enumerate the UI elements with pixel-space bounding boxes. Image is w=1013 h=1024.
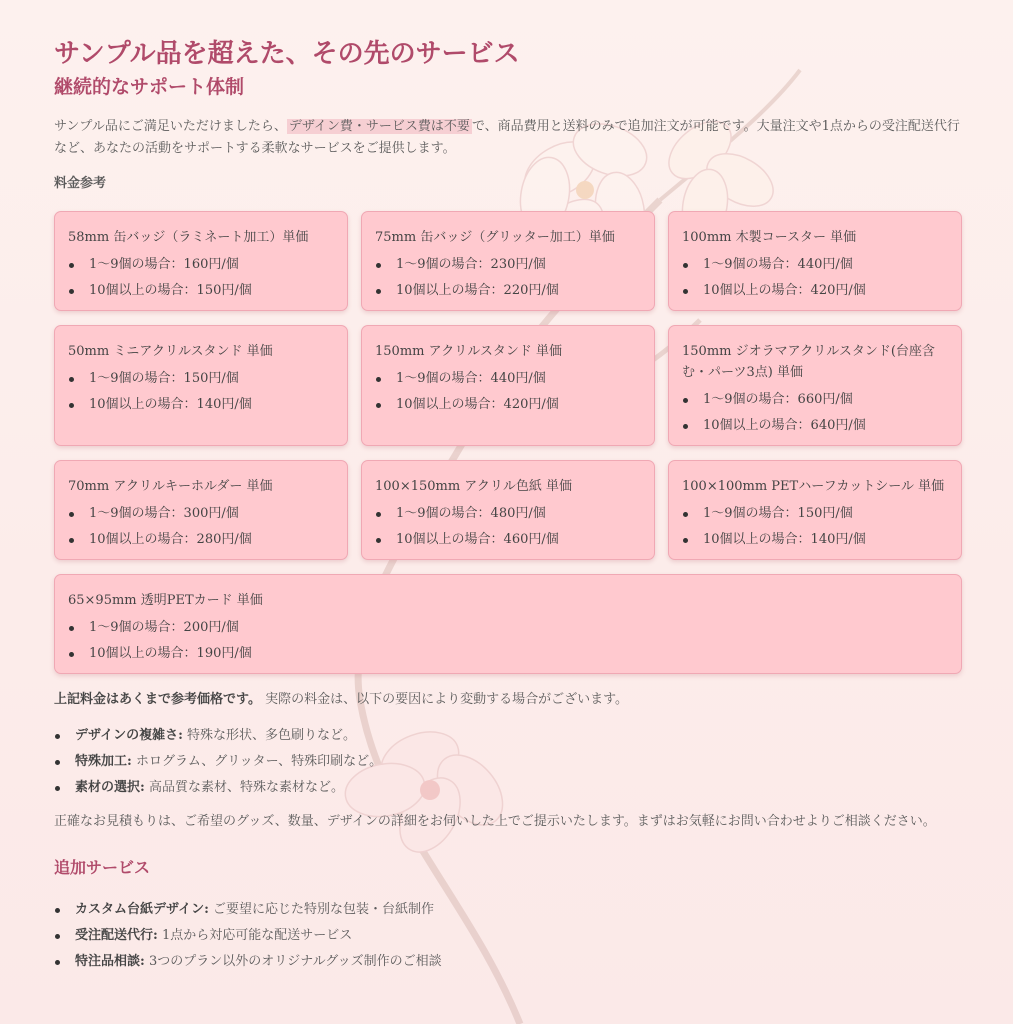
price-item: 10個以上の場合：140円/個 <box>68 392 333 418</box>
price-item: 1〜9個の場合：150円/個 <box>68 366 333 392</box>
price-card-grid <box>54 211 960 674</box>
factor-desc: ホログラム、グリッター、特殊印刷など。 <box>131 754 383 769</box>
price-item: 1〜9個の場合：150円/個 <box>682 501 947 527</box>
factor-item <box>54 749 960 775</box>
intro-text-after: で、商品費用と送料のみで追加注文が可能です。大量注文や1点からの受注配送代行など、あなたの活動をサポートする柔軟なサービスをご提供します。 <box>54 119 960 156</box>
page-subtitle: 継続的なサポート体制 <box>54 76 245 98</box>
price-note <box>54 689 960 711</box>
price-card-title: 100mm 木製コースター 単価 <box>682 230 857 245</box>
price-card-title: 100×150mm アクリル色紙 単価 <box>375 479 573 494</box>
price-item: 10個以上の場合：280円/個 <box>68 527 333 553</box>
price-list <box>682 252 947 304</box>
price-item: 1〜9個の場合：200円/個 <box>68 615 947 641</box>
price-card <box>361 325 655 446</box>
closing-paragraph: 正確なお見積もりは、ご希望のグッズ、数量、デザインの詳細をお伺いした上でご提示いたします。まずはお気軽にお問い合わせよりご相談ください。 <box>54 814 936 829</box>
price-item: 10個以上の場合：140円/個 <box>682 527 947 553</box>
price-item: 10個以上の場合：150円/個 <box>68 278 333 304</box>
factor-term: デザインの複雑さ: <box>75 728 183 743</box>
price-item: 10個以上の場合：220円/個 <box>375 278 640 304</box>
price-card-title: 70mm アクリルキーホルダー 単価 <box>68 479 273 494</box>
extra-service-desc: 3つのプラン以外のオリジナルグッズ制作のご相談 <box>144 954 442 969</box>
factor-term: 素材の選択: <box>75 780 145 795</box>
factor-list <box>54 723 960 801</box>
extra-service-desc: ご要望に応じた特別な包装・台紙制作 <box>208 902 435 917</box>
factor-term: 特殊加工: <box>75 754 132 769</box>
price-item: 1〜9個の場合：440円/個 <box>375 366 640 392</box>
extra-service-item <box>54 923 960 949</box>
price-item: 10個以上の場合：460円/個 <box>375 527 640 553</box>
price-item: 1〜9個の場合：440円/個 <box>682 252 947 278</box>
intro-paragraph <box>54 116 960 160</box>
price-item: 1〜9個の場合：300円/個 <box>68 501 333 527</box>
price-list <box>682 387 947 439</box>
price-note-text: 実際の料金は、以下の要因により変動する場合がございます。 <box>260 692 629 707</box>
price-card-title: 100×100mm PETハーフカットシール 単価 <box>682 479 945 494</box>
price-item: 10個以上の場合：640円/個 <box>682 413 947 439</box>
price-list <box>68 615 947 667</box>
price-list <box>68 252 333 304</box>
price-card <box>361 211 655 311</box>
extra-service-term: 特注品相談: <box>75 954 145 969</box>
price-card-title: 50mm ミニアクリルスタンド 単価 <box>68 344 273 359</box>
price-item: 1〜9個の場合：480円/個 <box>375 501 640 527</box>
price-card <box>668 211 962 311</box>
factor-desc: 高品質な素材、特殊な素材など。 <box>144 780 344 795</box>
price-card <box>54 325 348 446</box>
intro-highlight: デザイン費・サービス費は不要 <box>288 119 470 134</box>
price-card <box>54 460 348 560</box>
price-card-title: 65×95mm 透明PETカード 単価 <box>68 593 263 608</box>
main-content <box>54 36 960 975</box>
price-item: 1〜9個の場合：160円/個 <box>68 252 333 278</box>
extra-service-term: カスタム台紙デザイン: <box>75 902 209 917</box>
extra-service-item <box>54 949 960 975</box>
price-list <box>682 501 947 553</box>
price-list <box>68 501 333 553</box>
price-item: 10個以上の場合：190円/個 <box>68 641 947 667</box>
factor-item <box>54 723 960 749</box>
price-card-title: 150mm アクリルスタンド 単価 <box>375 344 562 359</box>
price-list <box>68 366 333 418</box>
price-note-bold: 上記料金はあくまで参考価格です。 <box>54 692 261 707</box>
page-title: サンプル品を超えた、その先のサービス <box>54 39 520 69</box>
price-card <box>361 460 655 560</box>
price-list <box>375 366 640 418</box>
price-list <box>375 501 640 553</box>
price-card-title: 75mm 缶バッジ（グリッター加工）単価 <box>375 230 615 245</box>
price-card <box>54 574 962 674</box>
factor-item <box>54 775 960 801</box>
price-card <box>54 211 348 311</box>
extra-services-heading: 追加サービス <box>54 858 151 877</box>
price-reference-label: 料金参考 <box>54 176 107 191</box>
price-item: 10個以上の場合：420円/個 <box>375 392 640 418</box>
extra-service-item <box>54 897 960 923</box>
price-list <box>375 252 640 304</box>
price-item: 1〜9個の場合：660円/個 <box>682 387 947 413</box>
price-item: 10個以上の場合：420円/個 <box>682 278 947 304</box>
extra-services-list <box>54 897 960 975</box>
intro-text-before: サンプル品にご満足いただけましたら、 <box>54 119 287 134</box>
price-card-title: 150mm ジオラマアクリルスタンド(台座含む・パーツ3点) 単価 <box>682 344 935 380</box>
price-card <box>668 325 962 446</box>
factor-desc: 特殊な形状、多色刷りなど。 <box>182 728 357 743</box>
extra-service-desc: 1点から対応可能な配送サービス <box>157 928 353 943</box>
price-item: 1〜9個の場合：230円/個 <box>375 252 640 278</box>
price-card-title: 58mm 缶バッジ（ラミネート加工）単価 <box>68 230 309 245</box>
price-card <box>668 460 962 560</box>
extra-service-term: 受注配送代行: <box>75 928 158 943</box>
